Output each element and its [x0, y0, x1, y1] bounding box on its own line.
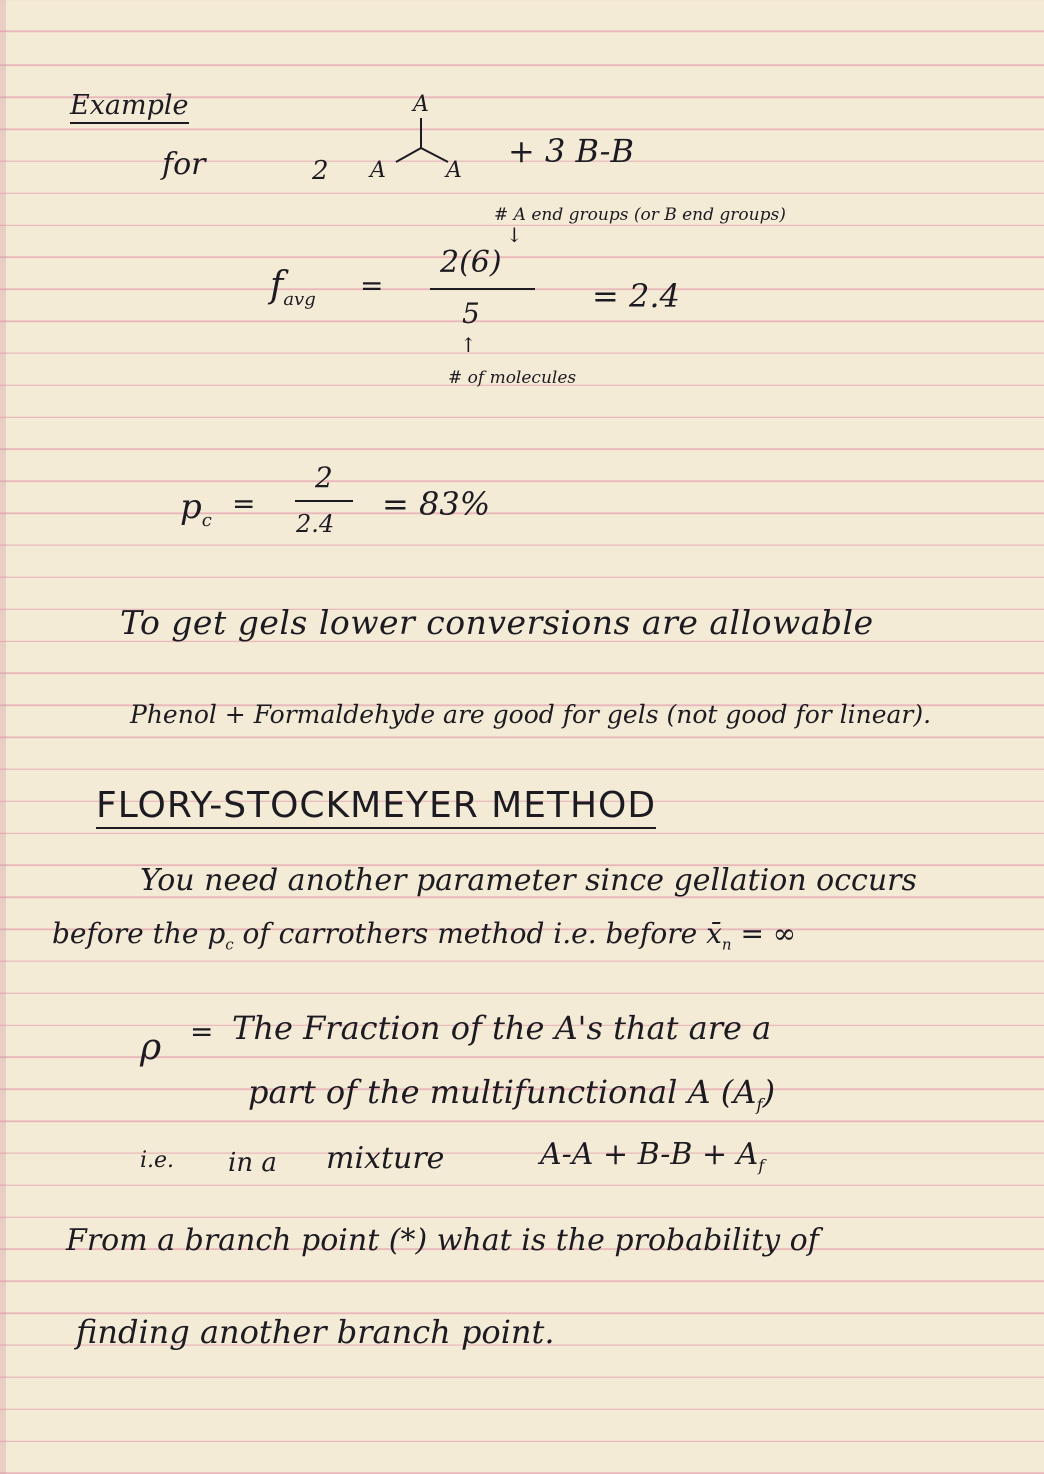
- favg-f: f: [270, 265, 284, 306]
- mixture-word: mixture: [326, 1141, 445, 1176]
- reaction-prefix: for: [162, 147, 206, 182]
- pc-symbol: [180, 487, 212, 531]
- rho-af-subscript: f: [756, 1095, 763, 1116]
- example-heading: Example: [70, 92, 189, 124]
- xn-subscript: n: [721, 935, 732, 954]
- rho-line2-text: part of the multifunctional A (A: [248, 1073, 757, 1111]
- mixture-in-a: in a: [228, 1148, 277, 1178]
- pc-result: = 83%: [382, 485, 491, 523]
- mixture-formula-text: A-A + B-B + A: [540, 1137, 759, 1172]
- favg-denominator: 5: [462, 297, 480, 330]
- pc-equals: =: [232, 487, 256, 520]
- pc-subscript: c: [201, 509, 212, 531]
- down-arrow-icon: ↓: [506, 223, 523, 247]
- mixture-ie: i.e.: [140, 1148, 175, 1173]
- parameter-sentence-part-a: before the p: [52, 917, 226, 950]
- favg-annotation-top: # A end groups (or B end groups): [494, 205, 786, 225]
- parameter-sentence-part-c: = ∞: [731, 917, 797, 950]
- up-arrow-icon: ↑: [460, 333, 477, 357]
- pc-denominator: 2.4: [296, 510, 335, 538]
- reaction-top-atom: A: [413, 92, 429, 117]
- parameter-sentence-line2: [52, 917, 797, 954]
- page-margin: [0, 0, 6, 1474]
- favg-numerator: 2(6): [440, 245, 502, 280]
- rho-equals: =: [190, 1015, 214, 1048]
- mixture-formula: [540, 1137, 765, 1175]
- reaction-plus-term: + 3 B-B: [508, 132, 634, 170]
- pc-inline-subscript: c: [225, 935, 234, 954]
- favg-result: = 2.4: [592, 277, 680, 315]
- branch-sentence-line1: From a branch point (*) what is the probability of: [66, 1223, 819, 1258]
- parameter-sentence-line1: You need another parameter since gellation occurs: [140, 863, 917, 898]
- favg-annotation-bottom: # of molecules: [448, 368, 577, 388]
- branch-sentence-line2: finding another branch point.: [76, 1313, 555, 1351]
- phenol-sentence: Phenol + Formaldehyde are good for gels (not good for linear).: [130, 700, 932, 729]
- favg-subscript: avg: [283, 289, 316, 311]
- parameter-sentence-part-b: of carrothers method i.e. before x̄: [233, 917, 722, 950]
- reaction-coefficient: 2: [312, 156, 329, 186]
- mixture-af-subscript: f: [758, 1156, 765, 1175]
- favg-fraction-bar: [430, 288, 535, 290]
- reaction-right-atom: A: [446, 158, 462, 183]
- rho-symbol: ρ: [140, 1027, 162, 1068]
- favg-symbol: [270, 265, 316, 311]
- reaction-left-atom: A: [370, 158, 386, 183]
- pc-p: p: [180, 487, 202, 527]
- pc-numerator: 2: [315, 461, 333, 494]
- rho-line2-end: ): [762, 1073, 776, 1111]
- gels-sentence: To get gels lower conversions are allowable: [120, 603, 874, 642]
- method-heading: FLORY-STOCKMEYER METHOD: [96, 788, 656, 829]
- favg-equals: =: [360, 269, 384, 302]
- pc-fraction-bar: [295, 500, 353, 502]
- rho-definition-line2: [248, 1073, 776, 1116]
- rho-definition-line1: The Fraction of the A's that are a: [232, 1009, 772, 1047]
